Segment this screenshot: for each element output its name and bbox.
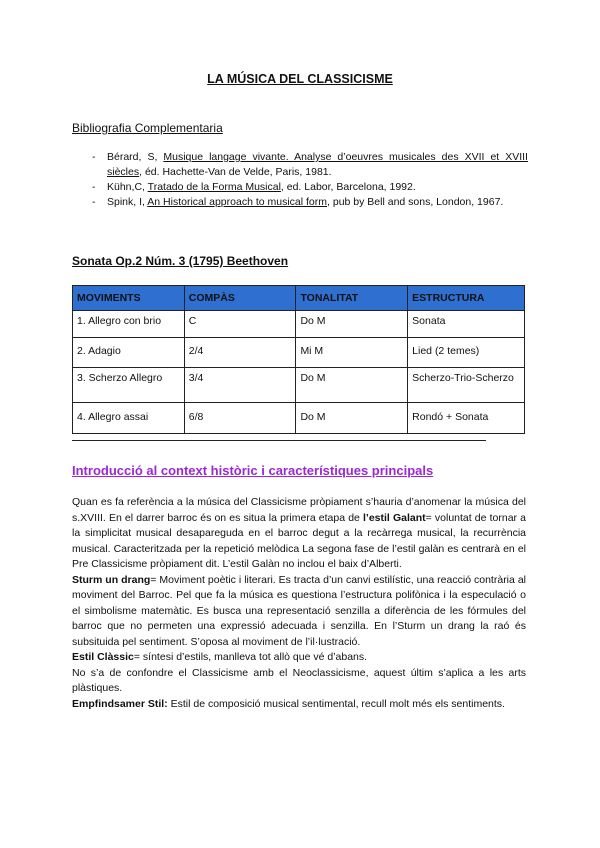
cell-estructura: Lied (2 temes) — [408, 338, 525, 368]
term-estil-classic: Estil Clàssic — [72, 651, 134, 663]
table-row — [73, 368, 525, 403]
cell-moviment: 3. Scherzo Allegro — [73, 368, 185, 403]
header-tonalitat: TONALITAT — [296, 286, 408, 311]
cell-compas: 3/4 — [184, 368, 296, 403]
table-header-row — [73, 286, 525, 311]
cell-compas: C — [184, 311, 296, 338]
paragraph-text: Estil de composició musical sentimental, recull molt més els sentiments. — [167, 697, 505, 710]
bibliography-item — [92, 150, 528, 180]
term-empfindsamer-stil: Empfindsamer Stil: — [72, 697, 168, 710]
table-row — [73, 338, 525, 368]
paragraph-estil-galant — [72, 495, 526, 573]
paragraph-text: = síntesi d’estils, manlleva tot allò que vé d’abans. — [133, 651, 368, 663]
intro-body — [72, 495, 526, 712]
cell-tonalitat: Do M — [296, 311, 408, 338]
intro-heading: Introducció al context històric i característiques principals — [72, 463, 434, 478]
header-estructura: ESTRUCTURA — [408, 286, 525, 311]
paragraph-estil-classic — [72, 650, 526, 666]
bibliography-item — [92, 180, 528, 195]
cell-estructura: Scherzo-Trio-Scherzo — [408, 368, 525, 403]
paragraph-text: = voluntat de tornar a la simplicitat musical desapareguda en el barroc degut a la recàrrega musical, la recurrència musical. Caracteritzada per la repetició melòdica La segona fase de l’estil galàn es centrarà en el Pre Classicisme pròpiament dit. L’estil Galàn no inclou el baix d’Alberti. — [72, 511, 527, 570]
bib-publisher: , ed. Labor, Barcelona, 1992. — [280, 181, 416, 193]
cell-moviment: 2. Adagio — [73, 338, 185, 368]
sonata-heading: Sonata Op.2 Núm. 3 (1795) Beethoven — [72, 254, 289, 268]
bibliography-heading: Bibliografia Complementaria — [72, 121, 223, 135]
paragraph-text: = Moviment poètic i literari. Es tracta d’un canvi estilístic, una reacció contrària al moviment del Barroc. Pel que fa la música es questiona l’estructura polifònica i la especulació o el simbolisme matemàtic. Es busca una representació senzilla a diferència de les fórmules del barroc que no permeten una expressió adecuada i senzilla. En l’Sturm un drang la raó és subsituida pel sentiment. S’oposa al moviment de l’il·lustració. — [72, 573, 527, 648]
bibliography-list — [92, 150, 528, 210]
header-compas: COMPÀS — [184, 286, 296, 311]
cell-estructura: Sonata — [408, 311, 525, 338]
bib-publisher: , éd. Hachette-Van de Velde, Paris, 1981. — [139, 166, 332, 178]
bibliography-item — [92, 195, 528, 210]
table-row — [73, 403, 525, 434]
bib-title: Tratado de la Forma Musical — [147, 181, 281, 193]
bib-publisher: , pub by Bell and sons, London, 1967. — [327, 196, 504, 208]
cell-moviment: 1. Allegro con brio — [73, 311, 185, 338]
movements-table — [72, 285, 525, 434]
bib-author: Kühn,C, — [107, 181, 148, 193]
bib-author: Bérard, S, — [107, 151, 164, 163]
term-estil-galant: l’estil Galant — [363, 511, 426, 524]
paragraph-text: Quan es fa referència a la música del Classicisme pròpiament s’hauria d’anomenar la música del s.XVIII. En el darrer barroc és on es situa la primera etapa de — [72, 496, 526, 524]
cell-tonalitat: Mi M — [296, 338, 408, 368]
cell-tonalitat: Do M — [296, 368, 408, 403]
paragraph-neoclassicisme: No s’a de confondre el Classicisme amb el Neoclassicisme, aquest últim s’aplica a les arts plàstiques. — [72, 666, 526, 694]
paragraph-empfindsamer-stil — [72, 697, 526, 713]
term-sturm-un-drang: Sturm un drang — [72, 573, 151, 586]
bib-title: Musique langage vivante. Analyse d’oeuvres musicales des XVII et XVIII siècles — [107, 151, 528, 178]
bib-title: An Historical approach to musical form — [147, 196, 328, 208]
cell-moviment: 4. Allegro assai — [73, 403, 185, 434]
horizontal-divider — [72, 440, 486, 441]
header-moviments: MOVIMENTS — [73, 286, 185, 311]
cell-estructura: Rondó + Sonata — [408, 403, 525, 434]
cell-compas: 2/4 — [184, 338, 296, 368]
paragraph-sturm-un-drang — [72, 573, 526, 651]
cell-tonalitat: Do M — [296, 403, 408, 434]
cell-compas: 6/8 — [184, 403, 296, 434]
page-title: LA MÚSICA DEL CLASSICISME — [207, 72, 393, 86]
table-row — [73, 311, 525, 338]
bib-author: Spink, I, — [107, 196, 148, 208]
